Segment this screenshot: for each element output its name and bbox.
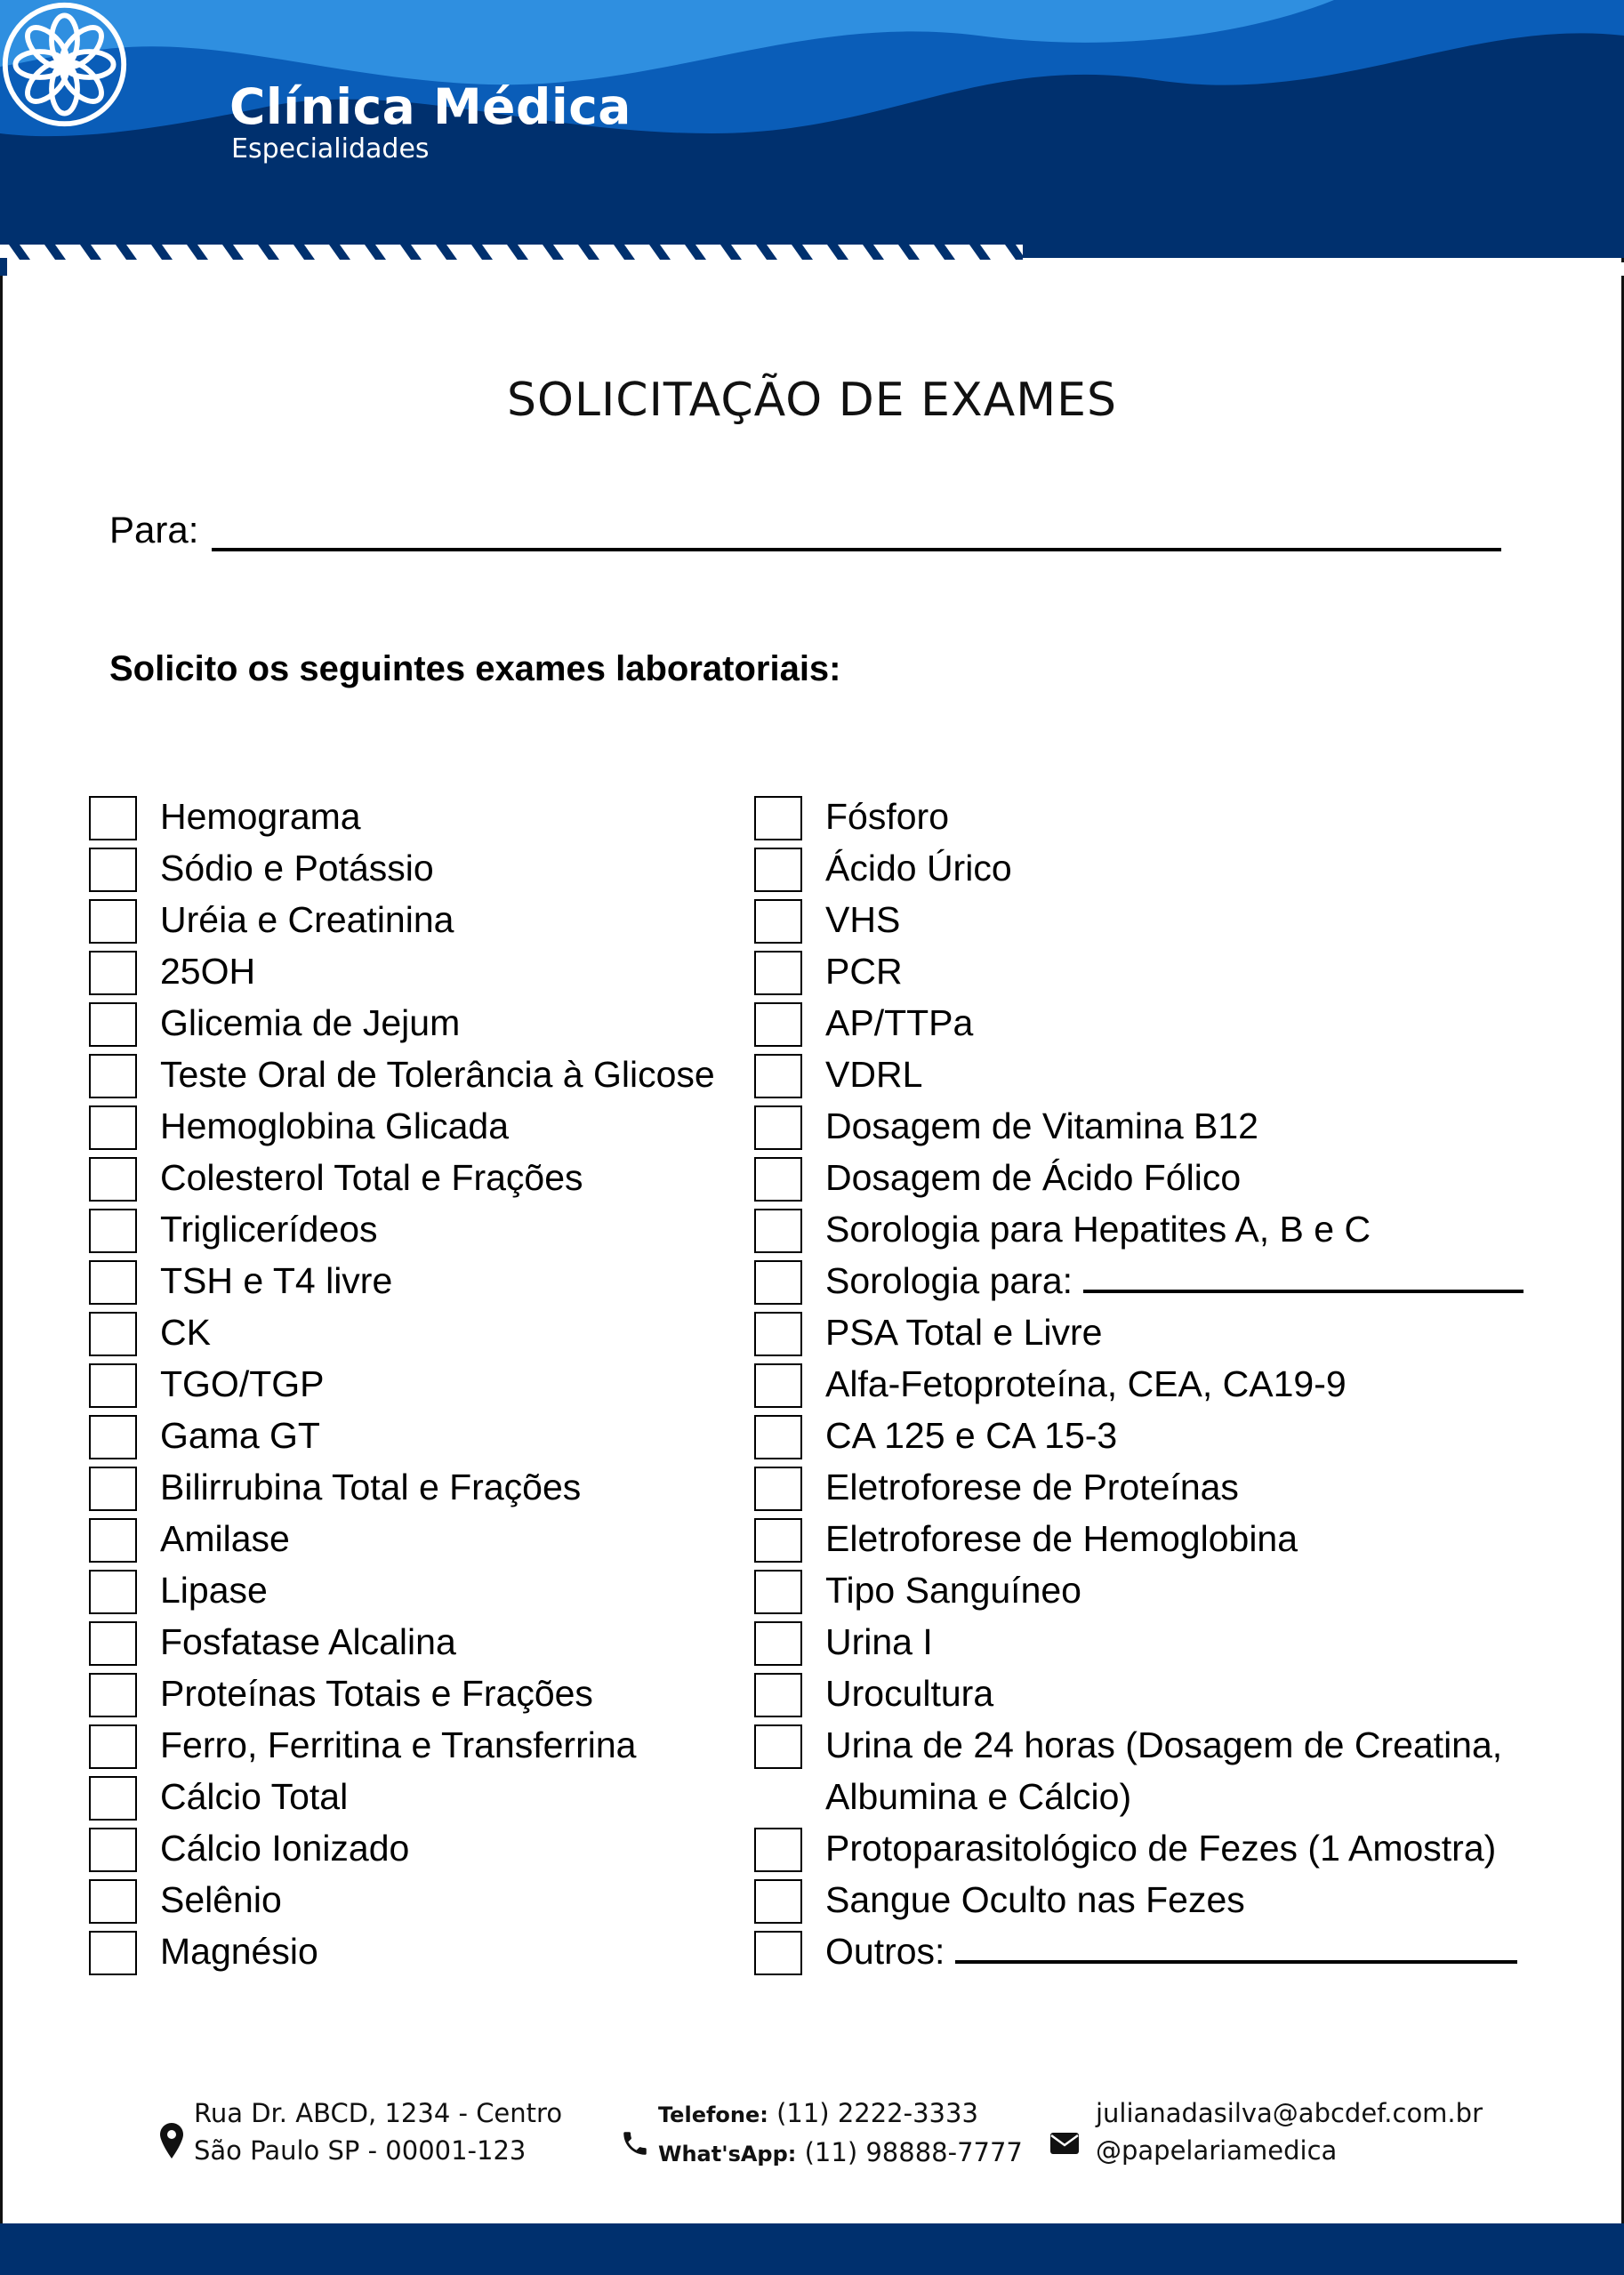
- exam-label: Gama GT: [160, 1415, 320, 1456]
- footer-contact: [0, 2094, 1624, 2201]
- exam-item[interactable]: [754, 1673, 1524, 1724]
- exam-list-right: [754, 796, 1524, 1982]
- exam-label: Ácido Úrico: [825, 848, 1012, 888]
- exam-label: Glicemia de Jejum: [160, 1002, 461, 1043]
- exam-checkbox[interactable]: [89, 1931, 137, 1975]
- exam-label: Teste Oral de Tolerância à Glicose: [160, 1054, 715, 1095]
- email-link[interactable]: julianadasilva@abcdef.com.br: [1096, 2098, 1483, 2128]
- header-banner: [0, 0, 1624, 276]
- exam-checkbox[interactable]: [754, 1673, 802, 1717]
- exam-checkbox[interactable]: [754, 1363, 802, 1408]
- footer-address: [194, 2094, 562, 2169]
- exam-item[interactable]: [89, 1931, 715, 1982]
- exam-label: Eletroforese de Proteínas: [825, 1467, 1239, 1507]
- exam-checkbox[interactable]: [89, 1415, 137, 1459]
- exam-checkbox[interactable]: [754, 1724, 802, 1769]
- exam-checkbox[interactable]: [754, 1260, 802, 1305]
- exam-checkbox[interactable]: [89, 1260, 137, 1305]
- exam-checkbox[interactable]: [754, 951, 802, 995]
- outros-label: Outros:: [825, 1931, 945, 1972]
- exam-checkbox[interactable]: [754, 1312, 802, 1356]
- exam-checkbox[interactable]: [89, 796, 137, 840]
- exam-item[interactable]: [754, 1312, 1524, 1363]
- exam-item[interactable]: [754, 848, 1524, 899]
- exam-checkbox[interactable]: [89, 1518, 137, 1563]
- exam-label: Sódio e Potássio: [160, 848, 434, 888]
- exam-item[interactable]: [754, 1828, 1524, 1879]
- exam-label: Amilase: [160, 1518, 290, 1559]
- exam-item[interactable]: [754, 1105, 1524, 1157]
- phone-icon: [620, 2128, 650, 2158]
- exam-item[interactable]: [89, 1776, 715, 1828]
- exam-label: Selênio: [160, 1879, 282, 1920]
- exam-item[interactable]: [89, 1260, 715, 1312]
- exam-label: Hemograma: [160, 796, 361, 837]
- exam-label: Eletroforese de Hemoglobina: [825, 1518, 1298, 1559]
- exam-checkbox[interactable]: [754, 1054, 802, 1098]
- exam-item[interactable]: [754, 1931, 1524, 1982]
- exam-checkbox[interactable]: [754, 1931, 802, 1975]
- exam-label: Lipase: [160, 1570, 268, 1611]
- exam-item[interactable]: [754, 1157, 1524, 1209]
- exam-label: Bilirrubina Total e Frações: [160, 1467, 582, 1507]
- exam-label: Alfa-Fetoproteína, CEA, CA19-9: [825, 1363, 1347, 1404]
- exam-checkbox[interactable]: [754, 1621, 802, 1666]
- address-line-2: São Paulo SP - 00001-123: [194, 2135, 527, 2166]
- exam-label: PSA Total e Livre: [825, 1312, 1103, 1353]
- exam-item[interactable]: [754, 1054, 1524, 1105]
- exam-checkbox[interactable]: [754, 1209, 802, 1253]
- exam-checkbox[interactable]: [89, 1363, 137, 1408]
- brand-name: Clínica Médica: [229, 78, 631, 135]
- exam-item[interactable]: [754, 1518, 1524, 1570]
- exam-checkbox[interactable]: [89, 1776, 137, 1821]
- exam-checkbox[interactable]: [89, 1157, 137, 1202]
- page-title: SOLICITAÇÃO DE EXAMES: [507, 374, 1117, 427]
- exam-item[interactable]: [89, 951, 715, 1002]
- exam-checkbox[interactable]: [89, 1724, 137, 1769]
- exam-checkbox[interactable]: [89, 1209, 137, 1253]
- exam-checkbox[interactable]: [754, 1879, 802, 1924]
- exam-checkbox[interactable]: [89, 1105, 137, 1150]
- exam-checkbox[interactable]: [89, 899, 137, 944]
- phone-number[interactable]: (11) 2222-3333: [776, 2098, 978, 2128]
- intro-heading: Solicito os seguintes exames laboratoriais:: [109, 649, 841, 688]
- exam-checkbox[interactable]: [754, 1467, 802, 1511]
- brand-subtitle: Especialidades: [231, 133, 430, 165]
- exam-label: Fosfatase Alcalina: [160, 1621, 456, 1662]
- phone-label: Telefone:: [658, 2102, 768, 2127]
- exam-checkbox[interactable]: [89, 951, 137, 995]
- exam-label: VHS: [825, 899, 901, 940]
- exam-label: Magnésio: [160, 1931, 318, 1972]
- exam-item[interactable]: [89, 1879, 715, 1931]
- exam-label: TSH e T4 livre: [160, 1260, 393, 1301]
- exam-checkbox[interactable]: [89, 1673, 137, 1717]
- exam-checkbox[interactable]: [89, 1828, 137, 1872]
- exam-item[interactable]: [754, 899, 1524, 951]
- exam-label: CK: [160, 1312, 211, 1353]
- exam-label: AP/TTPa: [825, 1002, 974, 1043]
- exam-item[interactable]: [89, 1209, 715, 1260]
- exam-item[interactable]: [754, 1209, 1524, 1260]
- exam-checkbox[interactable]: [754, 1105, 802, 1150]
- exam-item[interactable]: [754, 1363, 1524, 1415]
- exam-checkbox[interactable]: [89, 1312, 137, 1356]
- exam-label: Dosagem de Vitamina B12: [825, 1105, 1258, 1146]
- exam-item[interactable]: [89, 1673, 715, 1724]
- flower-logo-icon: [0, 0, 129, 129]
- exam-checkbox[interactable]: [89, 1570, 137, 1614]
- exam-label: Urina I: [825, 1621, 933, 1662]
- exam-checkbox[interactable]: [754, 1828, 802, 1872]
- exam-label: Protoparasitológico de Fezes (1 Amostra): [825, 1828, 1497, 1869]
- exam-item[interactable]: [754, 951, 1524, 1002]
- footer-bar: [0, 2223, 1624, 2275]
- exam-label: Tipo Sanguíneo: [825, 1570, 1081, 1611]
- footer-online: [1096, 2094, 1483, 2169]
- exam-label: Fósforo: [825, 796, 949, 837]
- exam-checkbox[interactable]: [754, 1002, 802, 1047]
- exam-item[interactable]: [754, 1879, 1524, 1931]
- exam-checkbox[interactable]: [89, 1467, 137, 1511]
- exam-item[interactable]: [89, 848, 715, 899]
- exam-label: Uréia e Creatinina: [160, 899, 454, 940]
- exam-item[interactable]: [89, 1570, 715, 1621]
- whatsapp-label: What'sApp:: [658, 2142, 797, 2166]
- envelope-icon: [1049, 2132, 1080, 2155]
- exam-checkbox[interactable]: [754, 848, 802, 892]
- exam-label: Sangue Oculto nas Fezes: [825, 1879, 1245, 1920]
- exam-item[interactable]: [754, 1724, 1524, 1828]
- exam-label: [825, 1719, 1502, 1822]
- exam-item[interactable]: [754, 1467, 1524, 1518]
- exam-checkbox[interactable]: [754, 1415, 802, 1459]
- exam-item[interactable]: [89, 1828, 715, 1879]
- exam-item[interactable]: [89, 1312, 715, 1363]
- exam-item[interactable]: [754, 1570, 1524, 1621]
- urina-24h-line1: Urina de 24 horas (Dosagem de Creatina,: [825, 1724, 1503, 1765]
- exam-checkbox[interactable]: [89, 1879, 137, 1924]
- exam-label: Triglicerídeos: [160, 1209, 378, 1250]
- exam-label: Cálcio Ionizado: [160, 1828, 410, 1869]
- location-pin-icon: [160, 2123, 183, 2158]
- exam-label: CA 125 e CA 15-3: [825, 1415, 1118, 1456]
- outros-input-line[interactable]: [955, 1933, 1517, 1964]
- exam-item[interactable]: [89, 1415, 715, 1467]
- exam-checkbox[interactable]: [754, 796, 802, 840]
- exam-item[interactable]: [89, 1363, 715, 1415]
- exam-checkbox[interactable]: [89, 1621, 137, 1666]
- exam-label: VDRL: [825, 1054, 923, 1095]
- exam-item[interactable]: [754, 1002, 1524, 1054]
- para-input-line[interactable]: [212, 548, 1501, 551]
- social-handle[interactable]: @papelariamedica: [1096, 2135, 1338, 2166]
- exam-label: PCR: [825, 951, 903, 992]
- exam-item[interactable]: [89, 1157, 715, 1209]
- whatsapp-number[interactable]: (11) 98888-7777: [804, 2137, 1023, 2167]
- exam-label: Hemoglobina Glicada: [160, 1105, 510, 1146]
- exam-checkbox[interactable]: [754, 1570, 802, 1614]
- exam-label: Ferro, Ferritina e Transferrina: [160, 1724, 637, 1765]
- exam-label: Colesterol Total e Frações: [160, 1157, 583, 1198]
- exam-checkbox[interactable]: [89, 1054, 137, 1098]
- exam-label: [825, 1925, 1517, 1977]
- para-label: Para:: [109, 509, 199, 551]
- footer-phones: [658, 2094, 1023, 2173]
- exam-item[interactable]: [89, 1518, 715, 1570]
- exam-label: 25OH: [160, 951, 256, 992]
- sorologia-input-line[interactable]: [1083, 1263, 1524, 1293]
- exam-item[interactable]: [754, 1415, 1524, 1467]
- exam-label: Urocultura: [825, 1673, 994, 1714]
- exam-label: TGO/TGP: [160, 1363, 325, 1404]
- exam-checkbox[interactable]: [754, 899, 802, 944]
- exam-item[interactable]: [89, 1054, 715, 1105]
- exam-item[interactable]: [754, 1621, 1524, 1673]
- exam-item[interactable]: [89, 1105, 715, 1157]
- exam-checkbox[interactable]: [754, 1157, 802, 1202]
- exam-label: Cálcio Total: [160, 1776, 349, 1817]
- exam-item[interactable]: [89, 1002, 715, 1054]
- exam-checkbox[interactable]: [89, 1002, 137, 1047]
- exam-label: Sorologia para Hepatites A, B e C: [825, 1209, 1371, 1250]
- exam-item[interactable]: [754, 796, 1524, 848]
- exam-item[interactable]: [89, 1724, 715, 1776]
- exam-label: Dosagem de Ácido Fólico: [825, 1157, 1242, 1198]
- exam-label: Proteínas Totais e Frações: [160, 1673, 593, 1714]
- exam-item[interactable]: [89, 899, 715, 951]
- exam-list-left: [89, 796, 715, 1982]
- exam-item[interactable]: [754, 1260, 1524, 1312]
- exam-label: [825, 1255, 1524, 1306]
- exam-item[interactable]: [89, 796, 715, 848]
- sorologia-label: Sorologia para:: [825, 1260, 1073, 1301]
- exam-item[interactable]: [89, 1467, 715, 1518]
- exam-checkbox[interactable]: [89, 848, 137, 892]
- address-line-1: Rua Dr. ABCD, 1234 - Centro: [194, 2098, 563, 2128]
- urina-24h-line2: Albumina e Cálcio): [825, 1776, 1132, 1817]
- exam-item[interactable]: [89, 1621, 715, 1673]
- exam-checkbox[interactable]: [754, 1518, 802, 1563]
